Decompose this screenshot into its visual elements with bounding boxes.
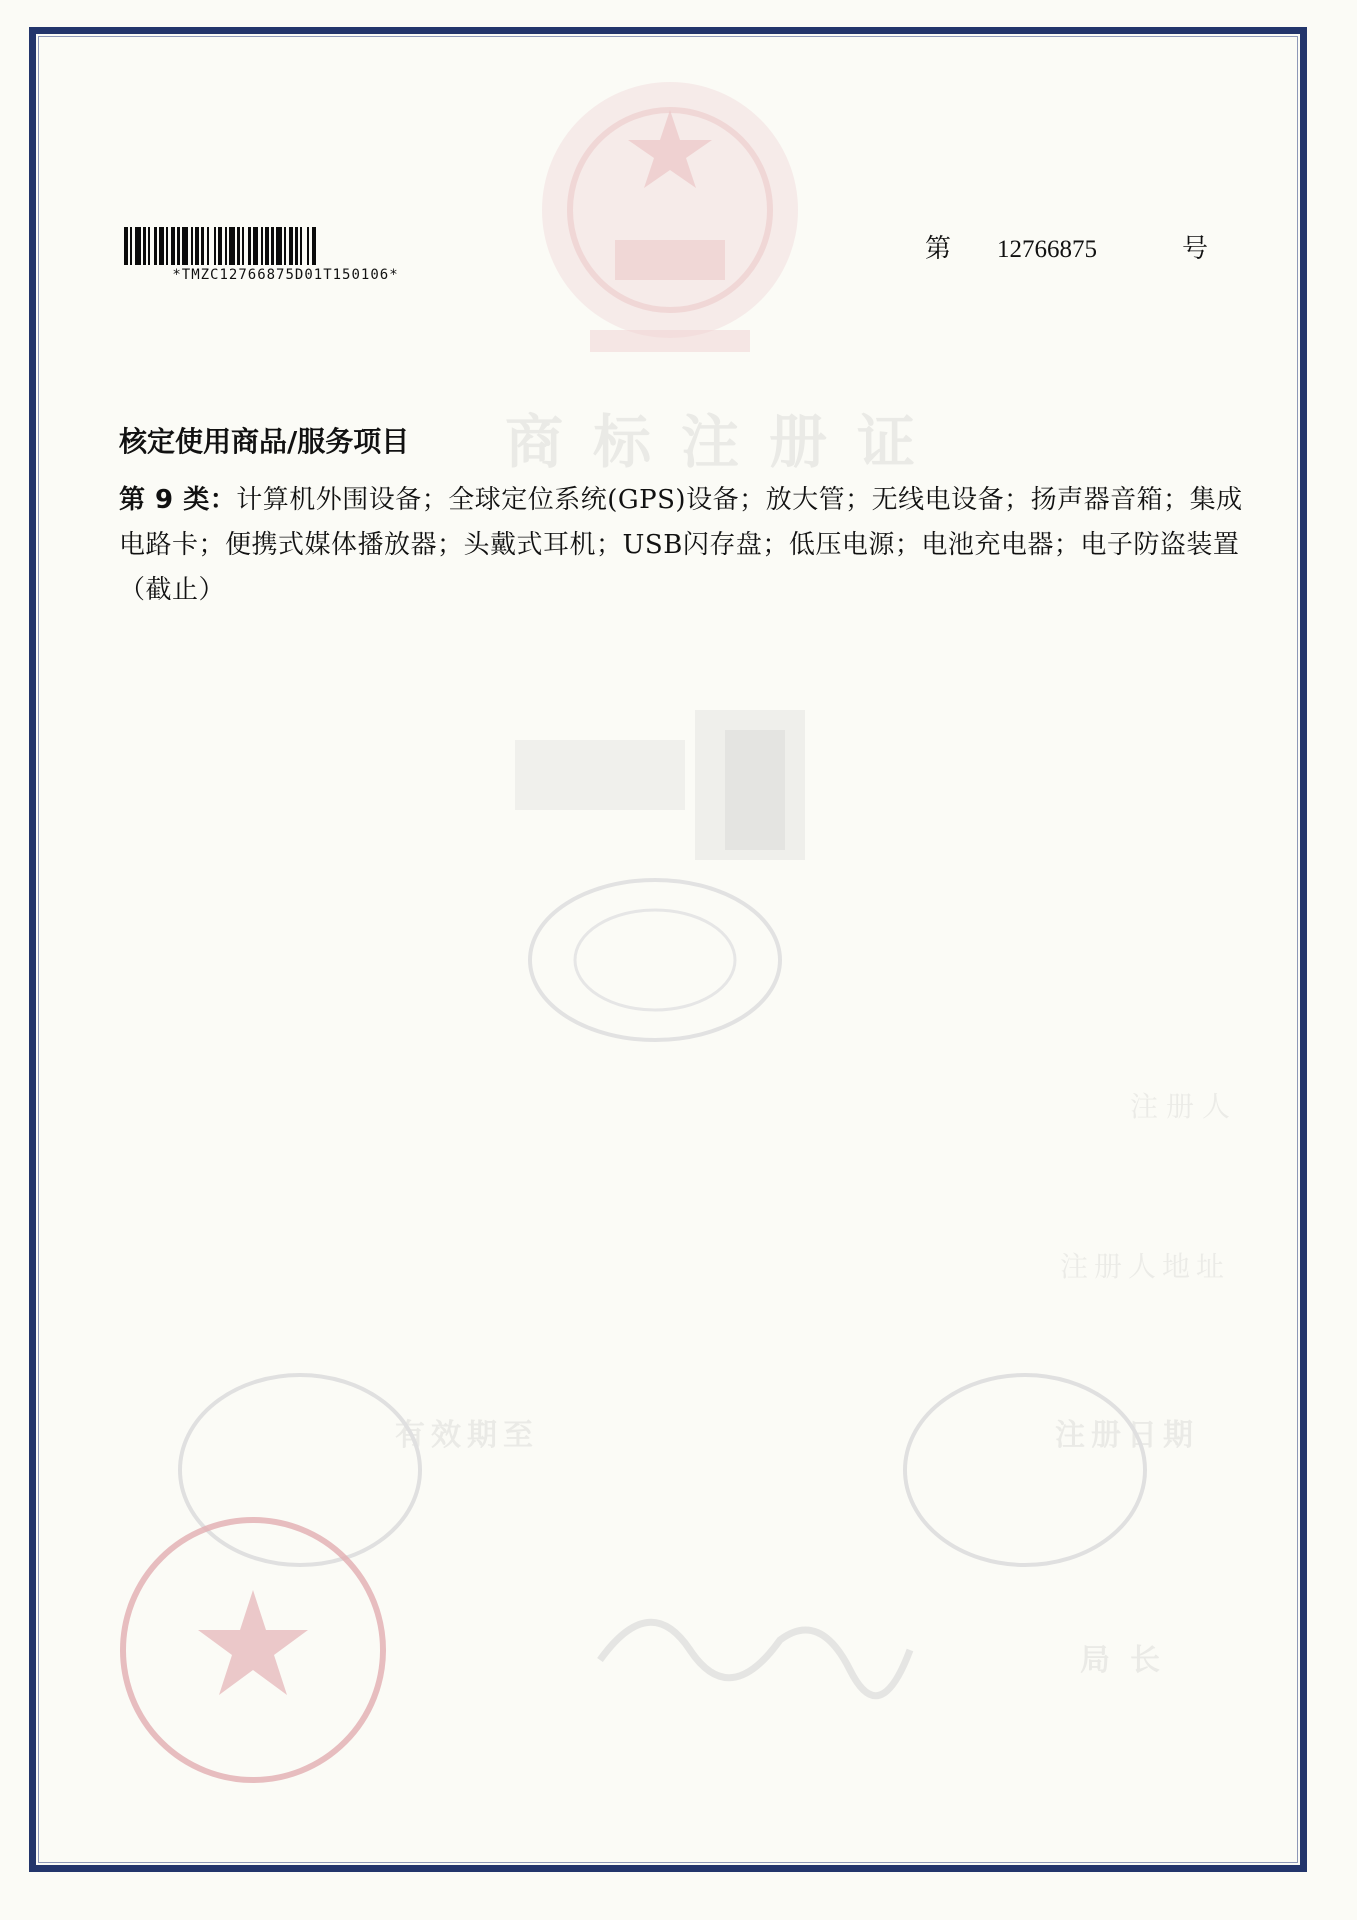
ghost-field-3: 注册日期 (1055, 1418, 1199, 1453)
national-emblem-watermark (520, 70, 820, 390)
official-red-seal (108, 1500, 398, 1800)
faint-seal-center (515, 870, 795, 1050)
signature-ghost (590, 1580, 920, 1720)
ghost-field-1: 注册人 (1130, 1090, 1239, 1123)
ghost-field-4: 有效期至 (395, 1418, 539, 1453)
goods-class-label: 第 9 类： (119, 485, 237, 515)
barcode-bar (316, 227, 318, 265)
page-title: 核定使用商品/服务项目 (119, 425, 410, 458)
registration-number (925, 228, 1225, 265)
barcode (124, 227, 447, 265)
ghost-field-5: 局长 (1080, 1643, 1180, 1678)
goods-list (119, 478, 1269, 613)
reverse-side-heading-ghost: 商标注册证 (505, 408, 946, 476)
goods-items: 计算机外围设备；全球定位系统(GPS)设备；放大管；无线电设备；扬声器音箱；集成电路卡；便携式媒体播放器；头戴式耳机；USB闪存盘；低压电源；电池充电器；电子防盗装置（截止） (119, 485, 1243, 605)
ghost-field-2: 注册人地址 (1060, 1250, 1231, 1283)
registration-prefix: 第 (925, 234, 952, 264)
registration-suffix: 号 (1182, 234, 1209, 264)
faint-seal-right (890, 1355, 1160, 1585)
registration-number-value: 12766875 (997, 236, 1097, 263)
barcode-caption: *TMZC12766875D01T150106* (172, 267, 399, 283)
